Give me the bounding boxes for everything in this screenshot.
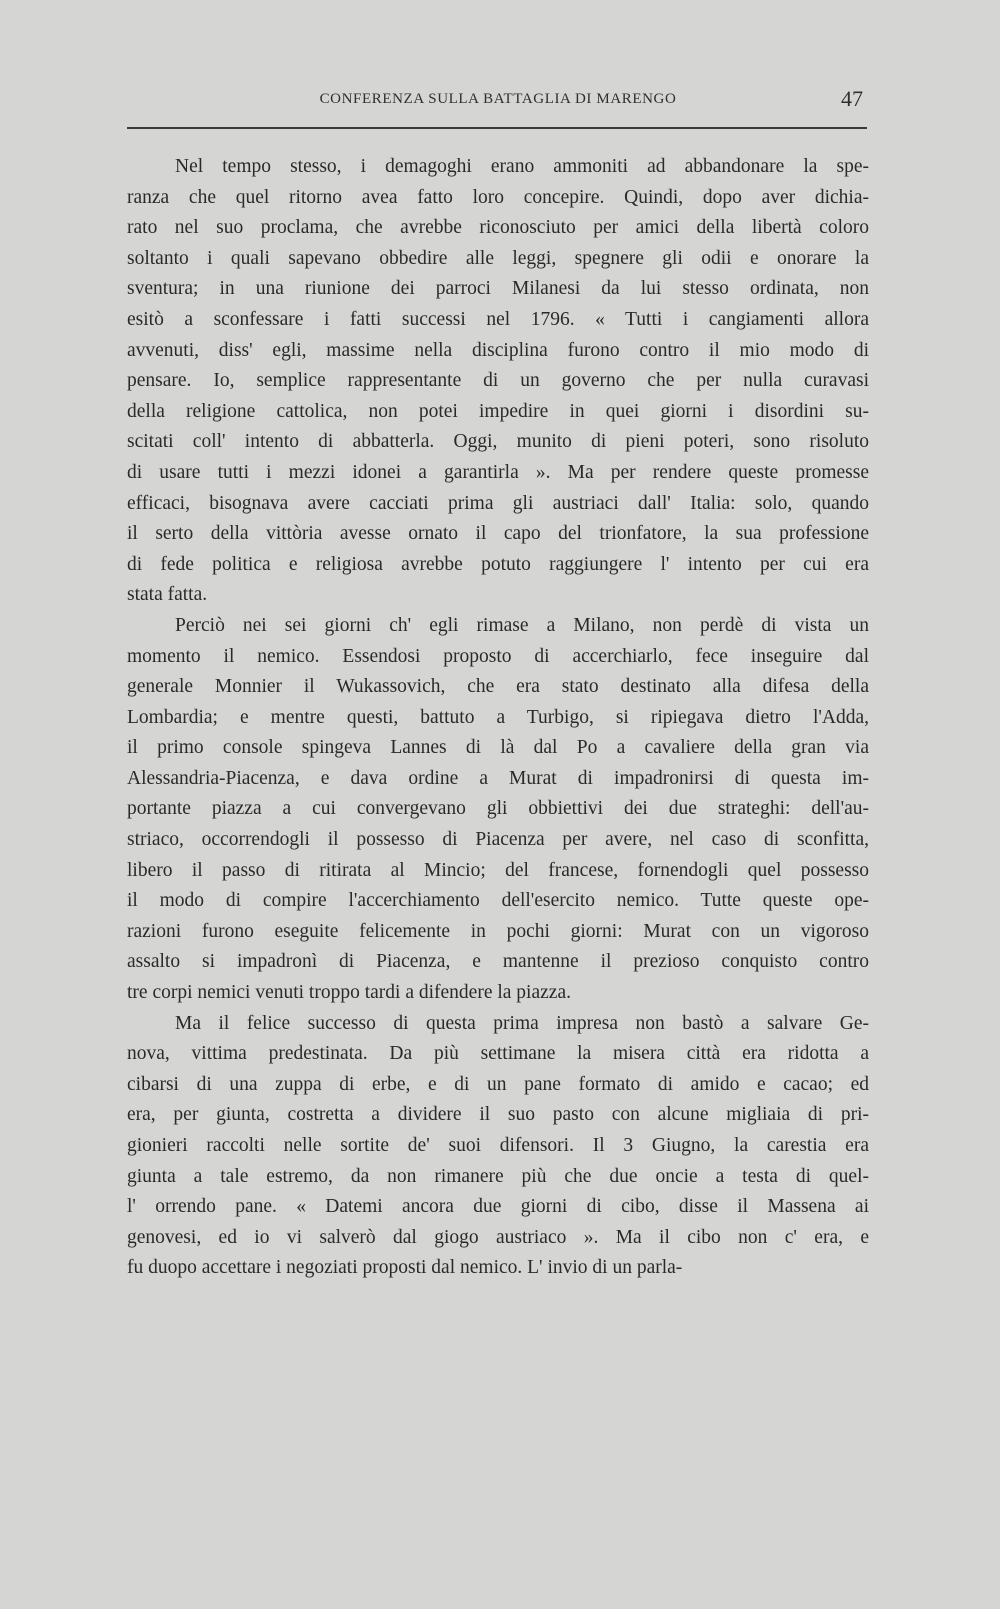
paragraph	[127, 152, 869, 611]
text-line: libero il passo di ritirata al Mincio; del francese, fornendogli quel possesso	[127, 859, 869, 881]
text-line: giunta a tale estremo, da non rimanere più che due oncie a testa di quel-	[127, 1165, 869, 1187]
text-line: stata fatta.	[127, 584, 208, 606]
text-line: efficaci, bisognava avere cacciati prima gli austriaci dall' Italia: solo, quando	[127, 492, 869, 514]
text-line: genovesi, ed io vi salverò dal giogo austriaco ». Ma il cibo non c' era, e	[127, 1226, 869, 1248]
text-line: assalto si impadronì di Piacenza, e mantenne il prezioso conquisto contro	[127, 951, 869, 973]
text-line: Nel tempo stesso, i demagoghi erano ammoniti ad abbandonare la spe-	[175, 156, 869, 177]
text-line: pensare. Io, semplice rappresentante di un governo che per nulla curavasi	[127, 370, 869, 392]
paragraph	[127, 1009, 869, 1284]
text-line: sventura; in una riunione dei parroci Milanesi da lui stesso ordinata, non	[127, 278, 869, 300]
text-line: razioni furono eseguite felicemente in pochi giorni: Murat con un vigoroso	[127, 920, 869, 942]
header-rule	[127, 127, 867, 129]
text-line: nova, vittima predestinata. Da più settimane la misera città era ridotta a	[127, 1043, 869, 1065]
text-line: scitati coll' intento di abbatterla. Oggi, munito di pieni poteri, sono risoluto	[127, 431, 869, 453]
text-line: il serto della vittòria avesse ornato il capo del trionfatore, la sua professione	[127, 523, 869, 545]
page-header	[127, 86, 869, 116]
text-line: soltanto i quali sapevano obbedire alle leggi, spegnere gli odii e onorare la	[127, 247, 869, 269]
text-line: avvenuti, diss' egli, massime nella disciplina furono contro il mio modo di	[127, 339, 869, 361]
text-line: esitò a sconfessare i fatti successi nel 1796. « Tutti i cangiamenti allora	[127, 308, 869, 330]
text-line: Ma il felice successo di questa prima impresa non bastò a salvare Ge-	[175, 1012, 869, 1034]
text-line: generale Monnier il Wukassovich, che era stato destinato alla difesa della	[127, 676, 869, 698]
text-line: era, per giunta, costretta a dividere il suo pasto con alcune migliaia di pri-	[127, 1104, 869, 1126]
text-line: cibarsi di una zuppa di erbe, e di un pane formato di amido e cacao; ed	[127, 1073, 869, 1095]
text-line: l' orrendo pane. « Datemi ancora due giorni di cibo, disse il Massena ai	[127, 1196, 869, 1218]
text-line: il modo di compire l'accerchiamento dell'esercito nemico. Tutte queste ope-	[127, 890, 869, 912]
text-line: il primo console spingeva Lannes di là dal Po a cavaliere della gran via	[127, 737, 869, 759]
text-line: di fede politica e religiosa avrebbe potuto raggiungere l' intento per cui era	[127, 553, 869, 575]
text-line: della religione cattolica, non potei impedire in quei giorni i disordini su-	[127, 400, 869, 422]
text-line: Lombardia; e mentre questi, battuto a Turbigo, si ripiegava dietro l'Adda,	[127, 706, 869, 728]
text-line: Perciò nei sei giorni ch' egli rimase a Milano, non perdè di vista un	[175, 614, 869, 636]
running-title: CONFERENZA SULLA BATTAGLIA DI MARENGO	[319, 91, 677, 107]
text-line: striaco, occorrendogli il possesso di Piacenza per avere, nel caso di sconfitta,	[127, 829, 869, 851]
text-line: fu duopo accettare i negoziati proposti dal nemico. L' invio di un parla-	[127, 1257, 683, 1279]
text-line: portante piazza a cui convergevano gli obbiettivi dei due strateghi: dell'au-	[127, 798, 869, 820]
text-line: di usare tutti i mezzi idonei a garantirla ». Ma per rendere queste promesse	[127, 461, 869, 483]
text-line: Alessandria-Piacenza, e dava ordine a Murat di impadronirsi di questa im-	[127, 767, 869, 789]
page-number: 47	[841, 86, 863, 111]
text-line: gionieri raccolti nelle sortite de' suoi difensori. Il 3 Giugno, la carestia era	[127, 1135, 869, 1156]
text-line: momento il nemico. Essendosi proposto di accerchiarlo, fece inseguire dal	[127, 645, 869, 667]
text-line: ranza che quel ritorno avea fatto loro concepire. Quindi, dopo aver dichia-	[127, 186, 869, 208]
body-text	[127, 152, 869, 1284]
text-line: tre corpi nemici venuti troppo tardi a difendere la piazza.	[127, 982, 571, 1004]
paragraph	[127, 611, 869, 1009]
text-line: rato nel suo proclama, che avrebbe riconosciuto per amici della libertà coloro	[127, 217, 869, 239]
